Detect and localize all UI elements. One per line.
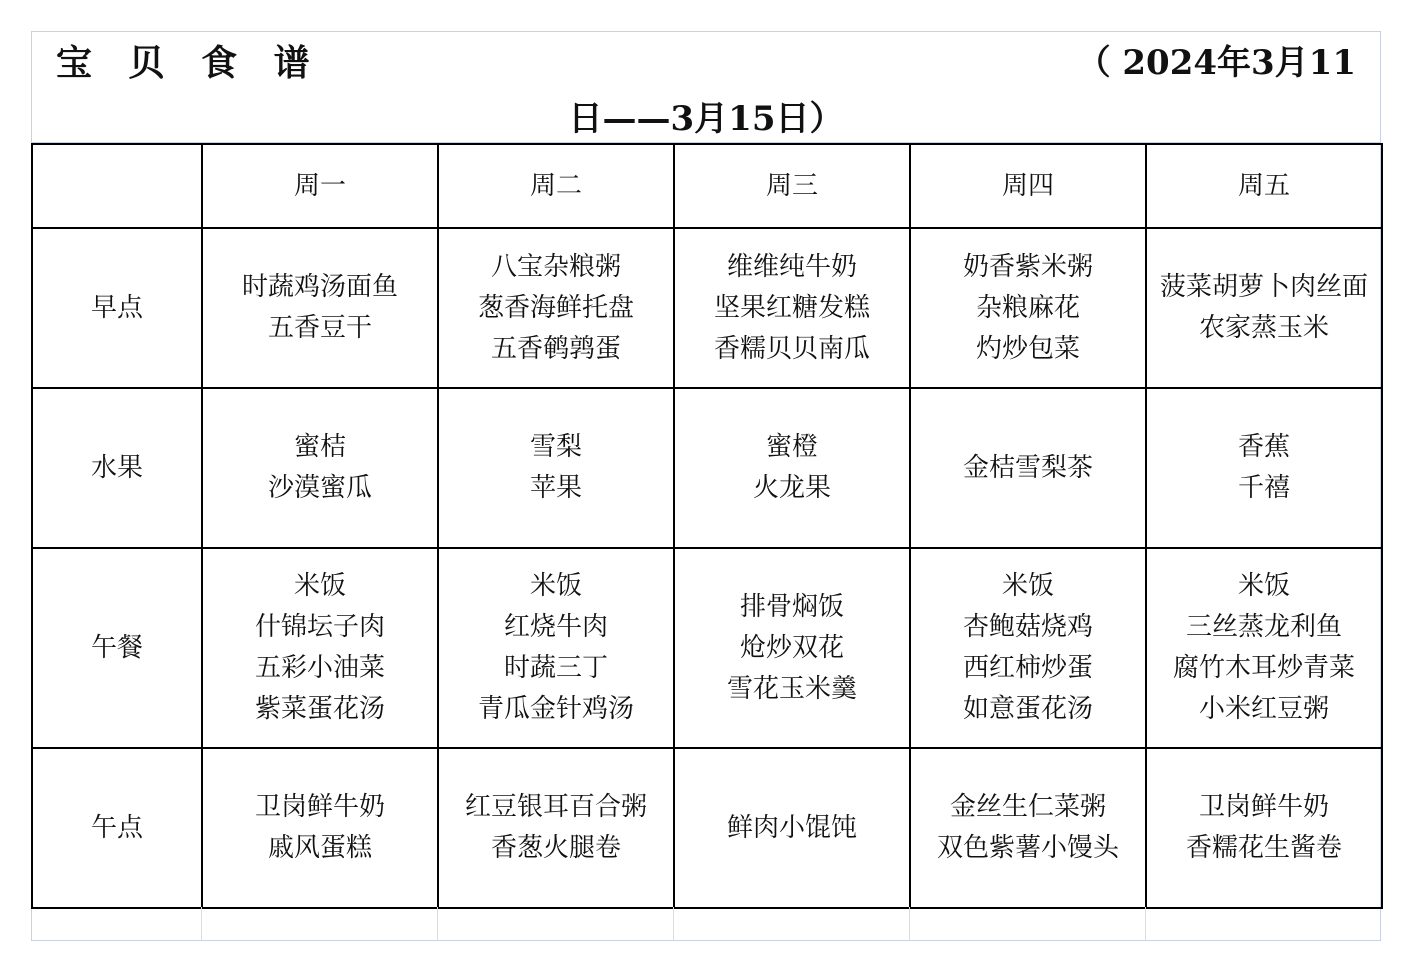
menu-cell [1146,388,1382,548]
dish-item: 小米红豆粥 [1198,694,1329,724]
dish-item: 奶香紫米粥 [962,251,1093,282]
dish-item: 鲜肉小馄饨 [726,812,857,843]
menu-cell [674,748,910,908]
dish-item: 什锦坛子肉 [254,612,385,642]
dish-item: 紫菜蛋花汤 [254,694,385,724]
meal-label: 早点 [32,228,202,388]
menu-cell [438,748,674,908]
dish-item: 蜜桔 [293,432,346,462]
dish-item: 如意蛋花汤 [962,694,1093,724]
menu-cell [1146,548,1382,748]
dish-item: 青瓜金针鸡汤 [477,694,634,724]
menu-cell [1146,228,1382,388]
dish-item: 香糯花生酱卷 [1185,833,1342,863]
dish-item: 菠菜胡萝卜肉丝面 [1159,272,1368,302]
dish-item: 五彩小油菜 [254,653,385,683]
dish-item: 五香鹌鹑蛋 [490,333,621,364]
meal-row-breakfast [32,228,1382,388]
dish-item: 苹果 [529,473,582,503]
dish-item: 雪花玉米羹 [726,673,857,704]
day-header-tue: 周二 [438,144,674,228]
dish-item: 金丝生仁菜粥 [949,792,1106,822]
dish-item: 雪梨 [529,432,582,462]
menu-cell [910,228,1146,388]
dish-item: 灼炒包菜 [975,333,1080,364]
menu-cell [438,388,674,548]
dish-item: 火龙果 [752,473,831,503]
footer-cell [1145,907,1381,941]
menu-table [31,143,1383,909]
dish-item: 蜜橙 [765,432,818,462]
meal-row-lunch [32,548,1382,748]
page-title: 宝 贝 食 谱 [56,42,322,84]
dish-item: 卫岗鲜牛奶 [1198,792,1329,822]
dish-item: 农家蒸玉米 [1198,313,1329,343]
footer-cell [31,907,201,941]
menu-cell [910,748,1146,908]
dish-item: 香蕉 [1237,432,1290,462]
date-range-line-1: （ 2024年3月11 [1076,43,1356,83]
dish-item: 香糯贝贝南瓜 [713,333,870,364]
dish-item: 葱香海鲜托盘 [477,292,634,323]
menu-cell [202,388,438,548]
dish-item: 炝炒双花 [739,632,844,663]
dish-item: 戚风蛋糕 [267,833,372,863]
dish-item: 西红柿炒蛋 [962,653,1093,683]
dish-item: 腐竹木耳炒青菜 [1172,653,1355,683]
date-range-line-2: 日——3月15日） [568,99,844,139]
dish-item: 金桔雪梨茶 [962,452,1093,483]
dish-item: 卫岗鲜牛奶 [254,792,385,822]
dish-item: 米饭 [1237,571,1290,601]
meal-row-fruit [32,388,1382,548]
meal-label: 水果 [32,388,202,548]
dish-item: 沙漠蜜瓜 [267,473,372,503]
dish-item: 杂粮麻花 [975,292,1080,323]
dish-item: 坚果红糖发糕 [713,292,870,323]
dish-item: 米饭 [293,571,346,601]
menu-cell [674,228,910,388]
dish-item: 五香豆干 [267,313,372,343]
dish-item: 香葱火腿卷 [490,833,621,863]
footer-cell [437,907,673,941]
dish-item: 米饭 [1001,571,1054,601]
dish-item: 红豆银耳百合粥 [464,792,647,822]
dish-item: 千禧 [1237,473,1290,503]
dish-item: 八宝杂粮粥 [490,251,621,282]
dish-item: 三丝蒸龙利鱼 [1185,612,1342,642]
menu-cell [202,228,438,388]
day-header-wed: 周三 [674,144,910,228]
menu-cell [674,388,910,548]
meal-label: 午点 [32,748,202,908]
empty-footer-row [31,907,1381,941]
dish-item: 杏鲍菇烧鸡 [962,612,1093,642]
menu-cell [1146,748,1382,908]
corner-cell [32,144,202,228]
menu-cell [438,548,674,748]
menu-cell [910,548,1146,748]
day-header-fri: 周五 [1146,144,1382,228]
dish-item: 维维纯牛奶 [726,251,857,282]
header-row [32,144,1382,228]
day-header-mon: 周一 [202,144,438,228]
dish-item: 米饭 [529,571,582,601]
footer-cell [201,907,437,941]
menu-cell [438,228,674,388]
menu-cell [202,548,438,748]
dish-item: 红烧牛肉 [503,612,608,642]
day-header-thu: 周四 [910,144,1146,228]
footer-cell [673,907,909,941]
meal-label: 午餐 [32,548,202,748]
dish-item: 排骨焖饭 [739,591,844,622]
footer-cell [909,907,1145,941]
dish-item: 双色紫薯小馒头 [936,833,1119,863]
menu-cell [910,388,1146,548]
dish-item: 时蔬鸡汤面鱼 [241,272,398,302]
menu-cell [674,548,910,748]
menu-cell [202,748,438,908]
dish-item: 时蔬三丁 [503,653,608,683]
meal-row-afternoon-snack [32,748,1382,908]
